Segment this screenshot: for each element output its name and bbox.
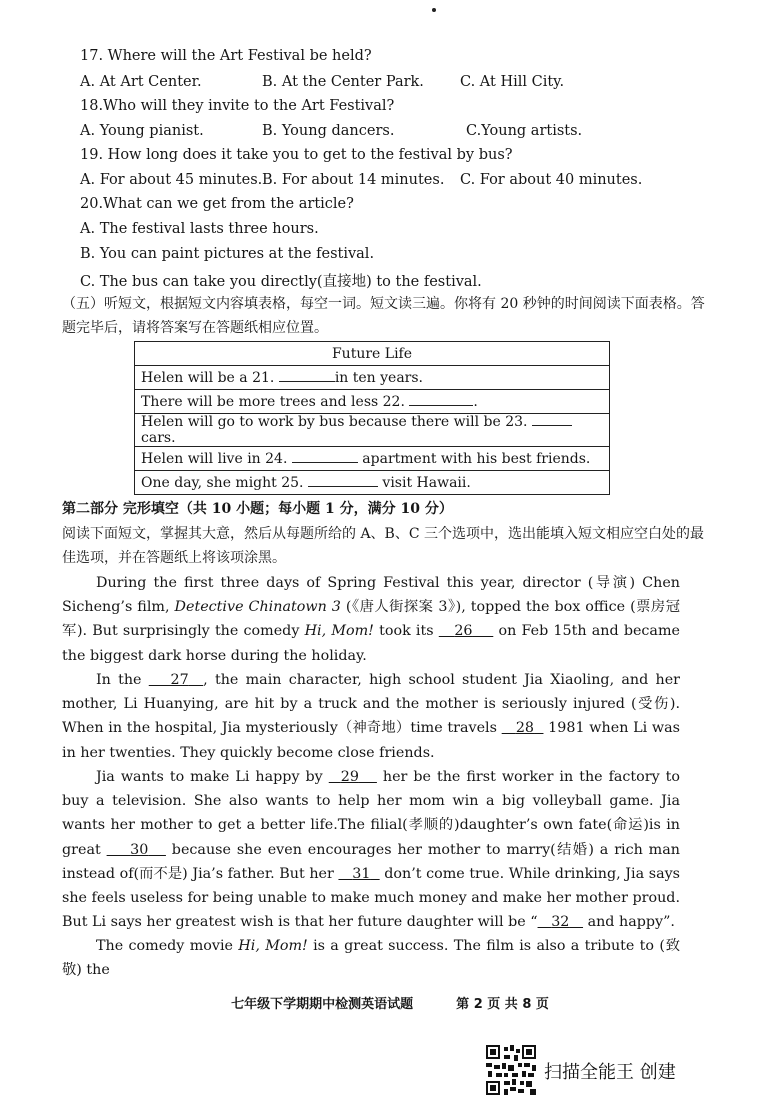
qr-code-icon [486,1045,536,1095]
option-20c[interactable]: C. The bus can take you directly(直接地) to the festival. [80,274,482,290]
footer-page-number: 第 2 页 共 8 页 [456,997,549,1012]
blank-24[interactable] [292,462,358,463]
page-footer [0,993,780,1012]
film-title: Hi, Mom! [238,938,308,954]
blank-26[interactable]: 26 [454,623,473,640]
footer-exam-title: 七年级下学期期中检测英语试题 [231,997,414,1012]
passage-paragraph-1: During the first three days of Spring Festival this year, director (导演) Chen Sicheng’s film, Detective Chinatown 3 (《唐人街探案 3》), topped the box office (票房冠军). But surprisingly the comedy Hi, Mom! took its 26 on Feb 15th and became the biggest dark horse during the holiday. [62,575,680,664]
table-row: Helen will live in 24. apartment with his best friends. [135,447,610,471]
blank-27[interactable]: 27 [170,672,189,688]
blank-23[interactable] [532,425,572,426]
option-17b[interactable]: B. At the Center Park. [262,74,424,90]
option-20b[interactable]: B. You can paint pictures at the festival. [80,246,375,262]
question-17-stem: 17. Where will the Art Festival be held? [80,48,372,64]
option-17c[interactable]: C. At Hill City. [460,74,565,90]
option-20a[interactable]: A. The festival lasts three hours. [80,221,319,237]
table-row: One day, she might 25. visit Hawaii. [135,471,610,495]
blank-30[interactable]: 30 [130,841,149,858]
table-title: Future Life [135,342,610,366]
table-row: Helen will be a 21. in ten years. [135,366,610,390]
table-row: Helen will go to work by bus because there will be 23. cars. [135,414,610,447]
blank-32[interactable]: 32 [551,914,570,931]
blank-21[interactable] [279,381,335,382]
question-19-stem: 19. How long does it take you to get to the festival by bus? [80,147,513,163]
passage-paragraph-2: In the 27 , the main character, high school student Jia Xiaoling, and her mother, Li Huanying, are hit by a truck and the mother is seriously injured (受伤). When in the hospital, Jia mysteriously（神奇地）time travels 28 1981 when Li was in her twenties. They quickly become close friends. [62,672,680,761]
blank-22[interactable] [409,405,473,406]
section5-instructions: （五）听短文，根据短文内容填表格，每空一词。短文读三遍。你将有 20 秒钟的时间阅读下面表格。答题完毕后，请将答案写在答题纸相应位置。 [62,296,705,336]
question-18-stem: 18.Who will they invite to the Art Festival? [80,98,395,114]
blank-28[interactable]: 28 [515,720,535,737]
part2-instructions: 阅读下面短文，掌握其大意，然后从每题所给的 A、B、C 三个选项中，选出能填入短文相应空白处的最佳选项，并在答题纸上将该项涂黑。 [62,526,705,566]
option-19c[interactable]: C. For about 40 minutes. [460,172,643,188]
blank-31[interactable]: 31 [352,865,371,882]
option-18c[interactable]: C.Young artists. [466,123,583,139]
film-title: Hi, Mom! [304,623,374,640]
passage-paragraph-4: The comedy movie Hi, Mom! is a great success. The film is also a tribute to (致敬) the [62,938,680,979]
future-life-table [134,341,610,495]
top-dot [432,8,436,12]
passage-paragraph-3: Jia wants to make Li happy by 29 her be the first worker in the factory to buy a television. She also wants to help her mom win a big volleyball game. Jia wants her mother to get a better life.The filial(孝顺的)daughter’s own fate(命运)is in great 30 because she even encourages her mother to marry(结婚) a rich man instead of(而不是) Jia’s father. But her 31 don’t come true. While drinking, Jia says she feels useless for being unable to make much money and make her mother proud. But Li says her greatest wish is that her future daughter will be “ 32 and happy”. [62,769,681,931]
table-row: There will be more trees and less 22. . [135,390,610,414]
scanner-watermark: 扫描全能王 创建 [544,1062,676,1083]
film-title: Detective Chinatown 3 [174,599,341,616]
blank-29[interactable]: 29 [340,769,359,785]
blank-25[interactable] [308,486,378,487]
option-18a[interactable]: A. Young pianist. [80,123,204,139]
part2-heading: 第二部分 完形填空（共 10 小题；每小题 1 分，满分 10 分） [62,501,453,517]
option-18b[interactable]: B. Young dancers. [262,123,395,139]
option-19a[interactable]: A. For about 45 minutes. [80,172,263,188]
question-20-stem: 20.What can we get from the article? [80,196,354,212]
option-17a[interactable]: A. At Art Center. [80,74,202,90]
option-19b[interactable]: B. For about 14 minutes. [262,172,445,188]
